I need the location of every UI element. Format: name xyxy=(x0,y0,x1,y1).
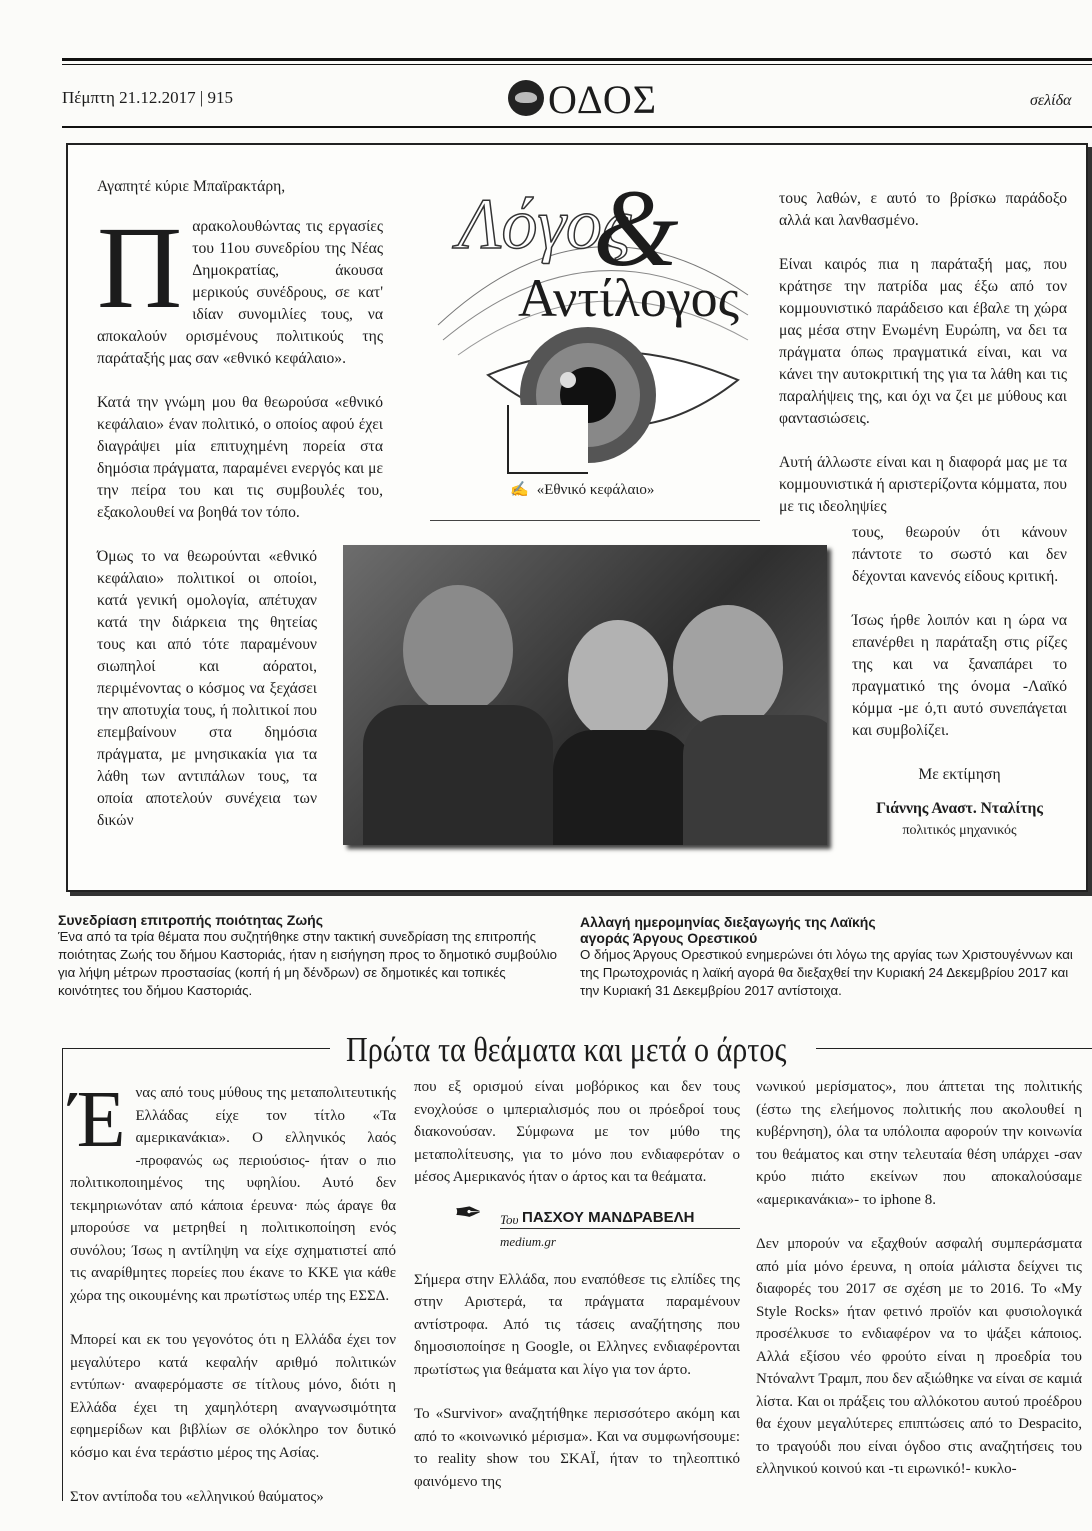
byline-rule xyxy=(500,1228,740,1229)
letter-caption xyxy=(510,480,654,499)
letter-paragraph-3: Όμως το να θεωρούνται «εθνικό κεφάλαιο» πολιτικοί οι οποίοι, κατά γενική ομολογία, απέτυχαν κατά την διάρκεια της θητείας τους και από τότε παραμένουν σιωπηλοί και αόρατοι, περιμένοντας ο κόσμος να ξεχάσει την αποτυχία τους, ή πολιτικοί που επεμβαίνουν στα δημόσια πράγματα, με μνησικακία για τα λάθη των αντιπάλων τους, τα οποία αποτελούν συνέχεια των δικών xyxy=(97,548,317,829)
news-item-1 xyxy=(58,912,558,1000)
letter-paragraph-1 xyxy=(97,202,383,370)
letter-column-3-lower xyxy=(852,522,1067,842)
article-c2-paragraph-3: Το «Survivor» αναζητήθηκε περισσότερο ακόμη και από το «κοινωνικό μέρισμα». Και να συμφωνήσουμε: το reality show του ΣΚΑΪ, ήταν το τηλεοπτικό φαινόμενο της xyxy=(414,1406,740,1490)
person-left xyxy=(403,585,513,715)
page-label: σελίδα xyxy=(1030,92,1072,109)
issue-date: Πέμπτη 21.12.2017 | 915 xyxy=(62,88,233,107)
article-drop-cap: Έ xyxy=(70,1076,126,1164)
letter-column-3 xyxy=(779,188,1067,518)
news-body-2: Ο δήμος Άργους Ορεστικού ενημερώνει ότι λόγω της αργίας των Χριστουγέννων και της Πρωτοχρονιάς η λαϊκή αγορά θα διεξαχθεί την Κυριακή 24 Δεκεμβρίου 2017 και την Κυριακή 31 Δεκεμβρίου 2017 αντίστοιχα. xyxy=(580,947,1073,998)
newspaper-title: ΟΔΟΣ xyxy=(548,77,658,122)
news-title-2: Αλλαγή ημερομηνίας διεξαγωγής της Λαϊκής αγοράς Άργους Ορεστικού xyxy=(580,914,876,946)
pen-icon: ✍ xyxy=(510,482,529,498)
letter-paragraph-2: Κατά την γνώμη μου θα θεωρούσα «εθνικό κεφάλαιο» έναν πολιτικό, ο οποίος αφού έχει διαγράψει μία επιτυχημένη πορεία στα δημόσια πράγματα, παραμένει ενεργός και με την πείρα του και τις συμβουλές του, εξακολουθεί να βοηθά τον τόπο. xyxy=(97,394,383,521)
logo-ampersand: & xyxy=(593,167,679,289)
author-prefix: Του xyxy=(500,1211,519,1227)
newspaper-emblem-icon xyxy=(508,80,544,116)
top-rule xyxy=(62,58,1092,61)
letter-p1-text: αρακολουθώντας τις εργασίες του 11ου συνεδρίου της Νέας Δημοκρατίας, άκουσα μερικούς συνέδρους, σε κατ' ιδίαν συνομιλίες τους, να αποκαλούν ορισμένους πολιτικούς της παράταξής μας σαν «εθνικό κεφάλαιο». xyxy=(97,218,383,367)
suit-right xyxy=(683,715,827,845)
article-c1-paragraph-1 xyxy=(70,1076,396,1307)
article-c3-paragraph-1: νωνικού μερίσματος», που άπτεται της πολιτικής (έστω της ελεήμονος πολιτικής που ακολουθεί η κυβέρνηση), όλα τα υπόλοιπα αφορούν την κοινωνία του θεάματος και στην τελευταία θέση υπάρχει -σαν κρύο πιάτο εκείνων που αποκαλούσαμε «αμερικανάκια»- το iphone 8. xyxy=(756,1079,1082,1208)
header-bottom-rule xyxy=(62,126,1092,128)
person-right xyxy=(673,605,783,730)
news-title-1: Συνεδρίαση επιτροπής ποιότητας Ζωής xyxy=(58,912,323,928)
letter-signature: Γιάννης Αναστ. Νταλίτης xyxy=(876,800,1043,817)
letter-paragraph-6a: Αυτή άλλωστε είναι και η διαφορά μας με τα κομμουνιστικά ή αριστερίζοντα κόμματα, που με τις ιδεοληψίες xyxy=(779,454,1067,515)
article-column-2 xyxy=(414,1076,740,1515)
article-column-1 xyxy=(70,1076,396,1531)
suit-center xyxy=(553,730,693,845)
drop-cap: Π xyxy=(97,202,183,333)
article-c1p1-text: νας από τους μύθους της μεταπολιτευτικής Ελλάδας είχε τον τίτλο «Τα αμερικανάκια». Ο ελληνικός λαός -προφανώς ως περιούσιος- ήταν ο πιο πολιτικοποιημένος της υφηλίου. Αυτό δεν τεκμηριωνόταν από κάποια έρευνα· πώς άραγε θα μπορούσε να μετρηθεί η πολιτικοποίηση ενός συνόλου; Ίσως η αντίληψη να είχε σχηματιστεί από τις αναρίθμητες πορείες που έκανε το ΚΚΕ για κάθε χώρα της οικουμένης και πρωτίστως υπέρ της ΕΣΣΔ. xyxy=(70,1085,396,1304)
caption-rule xyxy=(430,520,760,521)
letter-closing: Με εκτίμηση xyxy=(918,766,1001,783)
author-source: medium.gr xyxy=(500,1233,556,1249)
news-body-1: Ένα από τα τρία θέματα που συζητήθηκε στην τακτική συνεδρίαση της επιτροπής ποιότητας Ζωής του δήμου Καστοριάς, ήταν η εισήγηση προς το δημοτικό συμβούλιο για λήψη μέτρων προστασίας (κοπή ή μη δένδρων) σε δημοτικές και τοπικές κοινότητες του δήμου Καστοριάς. xyxy=(58,929,558,998)
author-byline xyxy=(414,1194,740,1255)
article-column-3 xyxy=(756,1076,1082,1503)
letter-paragraph-6b: τους, θεωρούν ότι κάνουν πάντοτε το σωστό και δεν δέχονται κανενός είδους κριτική. xyxy=(852,524,1067,585)
logo-word-antilogos: Αντίλογος xyxy=(518,268,740,328)
person-center xyxy=(568,620,668,740)
quill-icon: ✒ xyxy=(454,1194,483,1232)
article-c1-paragraph-2: Μπορεί και εκ του γεγονότος ότι η Ελλάδα έχει τον μεγαλύτερο κατά κεφαλήν αριθμό πολιτικών εντύπων· αναφερόμαστε σε τίτλους μόνο, διότι η Ελλάδα έχει τη χαμηλότερη αναγνωσιμότητα εφημερίδων και βιβλίων σε ολόκληρο τον δυτικό κόσμο και ένα τεράστιο μέρος της Ασίας. xyxy=(70,1332,396,1461)
article-c2-paragraph-1: που εξ ορισμού είναι μοβόρικος και δεν τους ενοχλούσε ο ιμπεριαλισμός που οι πρόεδροί τους διακονούσαν. Σύμφωνα με τον μύθο της μεταπολίτευσης, για το μόνο που ενδιαφερόταν ο μέσος Αμερικανός ήταν ο άρτος και τα θεάματα. xyxy=(414,1079,740,1185)
author-name: ΠΑΣΧΟΥ ΜΑΝΔΡΑΒΕΛΗ xyxy=(522,1208,695,1226)
top-rule-thin xyxy=(62,64,1092,65)
letter-paragraph-5: Είναι καιρός πια η παράταξή μας, που κράτησε την πατρίδα μας έξω από τον κομμουνιστικό παράδεισο και έβαλε τη χώρα μας μέσα στην Ενωμένη Ευρώπη, να δει τα πράγματα όπως πραγματικά είναι, και να κάνει την αυτοκριτική της για τα λάθη και τις παραλήψεις της, και όχι να ζει με μύθους και φαντασιώσεις. xyxy=(779,256,1067,427)
logo-word-logos: Λόγος xyxy=(458,184,632,264)
letter-paragraph-4: τους λαθών, ε αυτό το βρίσκω παράδοξο αλλά και λανθασμένο. xyxy=(779,190,1067,229)
article-c1-paragraph-3: Στον αντίποδα του «ελληνικού θαύματος» xyxy=(70,1489,324,1505)
column-logo xyxy=(418,167,758,475)
caption-text: «Εθνικό κεφάλαιο» xyxy=(536,482,655,498)
suit-left xyxy=(363,705,553,845)
article-c2-paragraph-2: Σήμερα στην Ελλάδα, που εναπόθεσε τις ελπίδες της στην Αριστερά, τα πράγματα παραμένουν αντίστροφα. Από τις τάσεις αναζήτησης που δημοσιοποίησε η Google, οι Ελληνες ενδιαφέρονται πρωτίστως για θεάματα και λίγο για τον άρτο. xyxy=(414,1271,740,1378)
letter-paragraph-7: Ίσως ήρθε λοιπόν και η ώρα να επανέρθει η παράταξη στις ρίζες της και να ξαναπάρει το πραγματικό της όνομα -Λαϊκό κόμμα -με ό,τι αυτό συνεπάγεται και συμβολίζει. xyxy=(852,612,1067,739)
letter-column-1 xyxy=(97,176,383,854)
article-headline: Πρώτα τα θεάματα και μετά ο άρτος xyxy=(346,1030,787,1069)
letter-profession: πολιτικός μηχανικός xyxy=(902,823,1017,838)
news-item-2 xyxy=(580,914,1090,1000)
politicians-photo xyxy=(343,545,827,845)
letter-greeting: Αγαπητέ κύριε Μπαϊρακτάρη, xyxy=(97,178,286,195)
article-c3-paragraph-2: Δεν μπορούν να εξαχθούν ασφαλή συμπεράσματα από μία μόνο έρευνα, η οποία μάλιστα δείχνει τις διαφορές του 2017 σε σχέση με το 2016. Το «My Style Rocks» ήταν φετινό προϊόν και φυσιολογικά προσέλκυσε το ενδιαφέρον να το ψάξει κάποιος. Αλλά εξίσου νέο φρούτο είναι η προεδρία του Ντόναλντ Τραμπ, που δεν αξιώθηκε να είναι σε καμιά λίστα. Και οι πράξεις του αλλόκοτου αυτού προέδρου θα έχουν μεγαλύτερες επιπτώσεις από το Despacito, το τραγούδι που είναι όγδοο στις αναζητήσεις του ελληνικού κοινού και -τι ειρωνικό!- κυκλο- xyxy=(756,1236,1082,1477)
